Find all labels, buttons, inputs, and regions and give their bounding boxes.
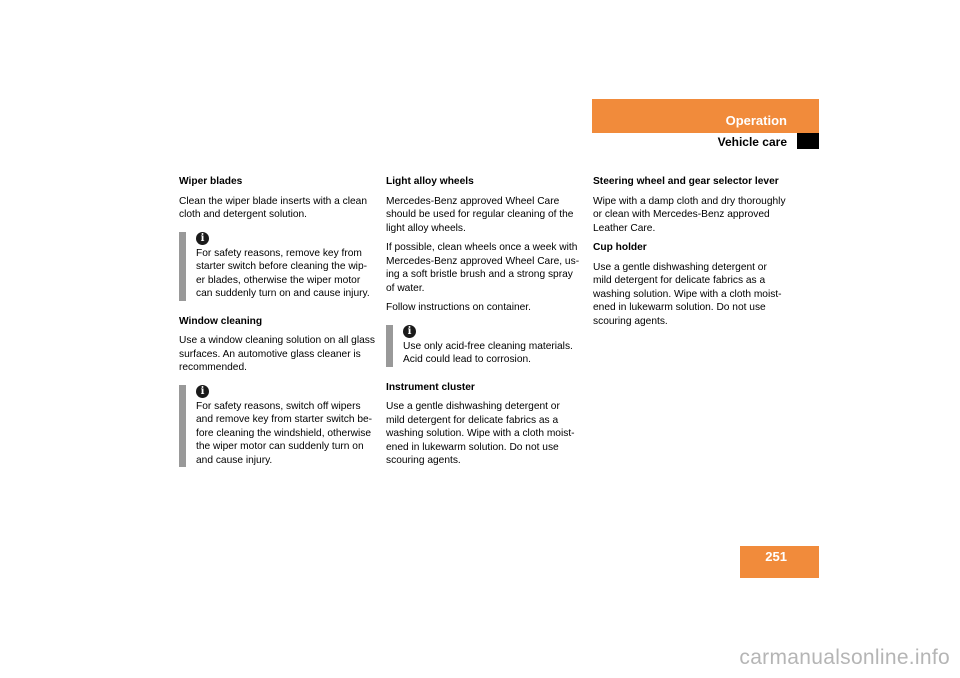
- info-note-text: [196, 400, 375, 468]
- text-line: Acid could lead to corrosion.: [403, 354, 531, 365]
- text-line: Clean the wiper blade inserts with a clean: [179, 195, 368, 207]
- page-number: 251: [765, 549, 787, 564]
- paragraph: [179, 195, 375, 222]
- info-note: [179, 232, 375, 301]
- info-note-bar: [179, 232, 186, 301]
- text-line: Follow instructions on container.: [386, 302, 531, 313]
- watermark: carmanualsonline.info: [739, 646, 950, 669]
- text-line: ened in lukewarm solution. Do not use: [593, 302, 766, 313]
- text-line: Mercedes-Benz approved Wheel Care, us-: [386, 255, 580, 267]
- text-line: ened in lukewarm solution. Do not use: [386, 441, 559, 453]
- text-line: or clean with Mercedes-Benz approved: [593, 209, 770, 220]
- text-line: and cause injury.: [196, 454, 273, 466]
- text-line: cloth and detergent solution.: [179, 209, 308, 220]
- info-icon: i: [196, 385, 209, 398]
- text-line: and remove key from starter switch be-: [196, 414, 373, 425]
- paragraph: [386, 301, 582, 315]
- text-line: If possible, clean wheels once a week with: [386, 242, 578, 253]
- text-line: surfaces. An automotive glass cleaner is: [179, 348, 361, 360]
- heading-wiper-blades: Wiper blades: [179, 176, 243, 187]
- text-line: scouring agents.: [386, 455, 461, 466]
- heading-light-alloy-wheels: Light alloy wheels: [386, 176, 474, 187]
- text-line: Use only acid-free cleaning materials.: [403, 340, 573, 352]
- text-line: fore cleaning the windshield, otherwise: [196, 427, 371, 439]
- text-line: scouring agents.: [593, 315, 668, 327]
- text-line: mild detergent for delicate fabrics as a: [386, 414, 559, 426]
- info-note: [179, 385, 375, 468]
- text-line: the wiper motor can suddenly turn on: [196, 441, 364, 452]
- heading-steering-wheel-and-gear-selector-lever: Steering wheel and gear selector lever: [593, 176, 779, 187]
- text-column-2: [386, 175, 582, 474]
- heading-window-cleaning: Window cleaning: [179, 315, 263, 327]
- paragraph: [386, 195, 582, 236]
- text-line: Wipe with a damp cloth and dry thoroughly: [593, 195, 786, 207]
- text-line: washing solution. Wipe with a cloth moist-: [593, 288, 782, 300]
- paragraph: [386, 241, 582, 295]
- header-marker: [797, 133, 819, 149]
- text-line: light alloy wheels.: [386, 222, 466, 234]
- heading-instrument-cluster: Instrument cluster: [386, 381, 475, 393]
- section-title: Operation: [725, 113, 787, 128]
- text-column-1: [179, 175, 375, 481]
- text-line: of water.: [386, 282, 425, 294]
- subsection-title: Vehicle care: [717, 135, 787, 149]
- info-note-bar: [179, 385, 186, 468]
- text-line: er blades, otherwise the wiper motor: [196, 274, 361, 286]
- text-column-3: [593, 175, 789, 334]
- text-line: can suddenly turn on and cause injury.: [196, 288, 370, 299]
- text-line: should be used for regular cleaning of the: [386, 209, 574, 220]
- paragraph: [179, 334, 375, 375]
- paragraph: [593, 195, 789, 236]
- text-line: Leather Care.: [593, 222, 656, 234]
- text-line: mild detergent for delicate fabrics as a: [593, 275, 766, 286]
- text-line: Use a gentle dishwashing detergent or: [593, 261, 767, 273]
- info-note-text: [196, 247, 375, 301]
- info-note-bar: [386, 325, 393, 367]
- info-icon: i: [196, 232, 209, 245]
- section-header-bar: [592, 99, 819, 133]
- text-line: ing a soft bristle brush and a strong spray: [386, 269, 573, 280]
- paragraph: [593, 261, 789, 329]
- paragraph: [386, 400, 582, 468]
- page-number-tab: [740, 546, 819, 578]
- text-line: Use a gentle dishwashing detergent or: [386, 401, 560, 412]
- info-icon: i: [403, 325, 416, 338]
- text-line: For safety reasons, switch off wipers: [196, 400, 361, 412]
- text-line: washing solution. Wipe with a cloth moist-: [386, 428, 575, 439]
- info-note: [386, 325, 582, 367]
- heading-cup-holder: Cup holder: [593, 242, 647, 253]
- text-line: For safety reasons, remove key from: [196, 247, 362, 259]
- text-line: recommended.: [179, 362, 247, 373]
- text-line: starter switch before cleaning the wip-: [196, 261, 368, 272]
- text-line: Mercedes-Benz approved Wheel Care: [386, 195, 560, 207]
- info-note-text: [403, 340, 582, 367]
- text-line: Use a window cleaning solution on all glass: [179, 335, 375, 346]
